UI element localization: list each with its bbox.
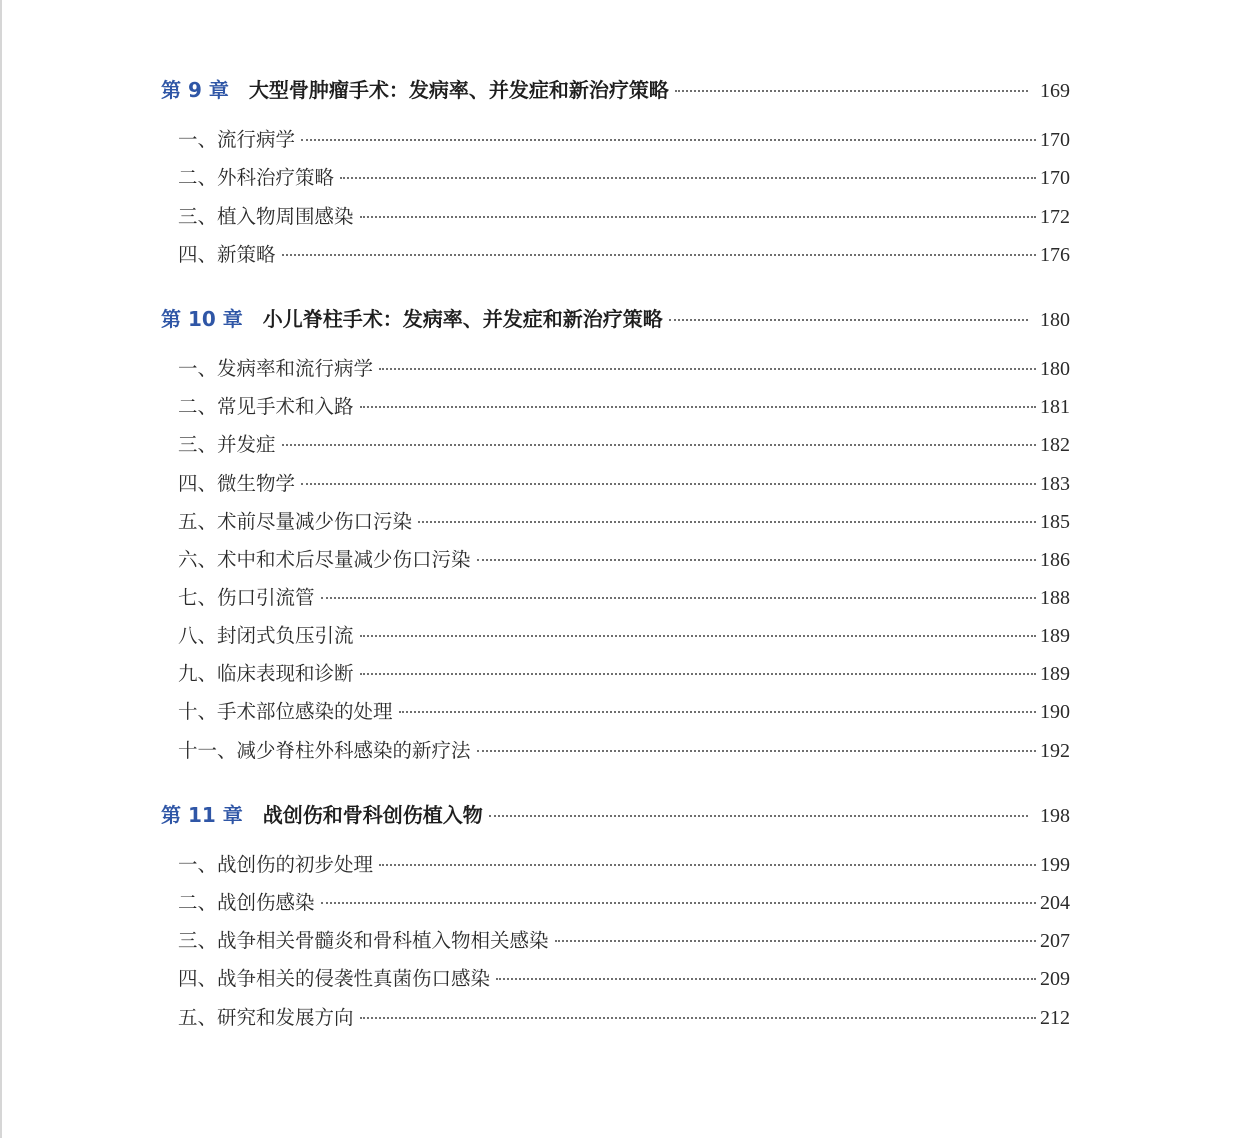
page-number: 176	[1040, 244, 1070, 266]
dot-leader	[496, 977, 1036, 980]
dot-leader	[360, 672, 1036, 675]
toc-section[interactable]	[178, 242, 1070, 268]
section-title: 五、研究和发展方向	[178, 1006, 354, 1029]
toc-section[interactable]	[178, 356, 1070, 382]
section-title: 三、战争相关骨髓炎和骨科植入物相关感染	[178, 929, 549, 952]
chapter-title: 大型骨肿瘤手术：发病率、并发症和新治疗策略	[248, 78, 669, 102]
toc-section[interactable]	[178, 585, 1070, 611]
page-number: 190	[1040, 701, 1070, 723]
page-number: 188	[1040, 587, 1070, 609]
dot-leader	[301, 138, 1036, 141]
toc-section[interactable]	[178, 623, 1070, 649]
toc-section[interactable]	[178, 1005, 1070, 1031]
dot-leader	[360, 1016, 1036, 1019]
section-title: 十、手术部位感染的处理	[178, 700, 393, 723]
section-title: 四、战争相关的侵袭性真菌伤口感染	[178, 967, 491, 990]
page-number: 172	[1040, 206, 1070, 228]
toc-chapter-10[interactable]	[161, 306, 1070, 333]
dot-leader	[340, 176, 1036, 179]
chapter-number: 第 9 章	[161, 78, 229, 102]
toc-section[interactable]	[178, 432, 1070, 458]
section-title: 十一、减少脊柱外科感染的新疗法	[178, 739, 471, 762]
toc-section[interactable]	[178, 699, 1070, 725]
section-title: 二、外科治疗策略	[178, 166, 335, 189]
toc-section[interactable]	[178, 852, 1070, 878]
page-number: 169	[1040, 80, 1070, 102]
page-number: 181	[1040, 396, 1070, 418]
page-number: 182	[1040, 434, 1070, 456]
toc-chapter-9[interactable]	[161, 77, 1070, 104]
dot-leader	[360, 215, 1036, 218]
chapter-title: 战创伤和骨科创伤植入物	[262, 803, 483, 827]
dot-leader	[399, 710, 1036, 713]
page-number: 189	[1040, 625, 1070, 647]
toc-section[interactable]	[178, 966, 1070, 992]
page-number: 204	[1040, 892, 1070, 914]
toc-section[interactable]	[178, 204, 1070, 230]
section-title: 八、封闭式负压引流	[178, 624, 354, 647]
page-number: 199	[1040, 854, 1070, 876]
dot-leader	[379, 367, 1036, 370]
dot-leader	[477, 558, 1036, 561]
page-number: 189	[1040, 663, 1070, 685]
dot-leader	[418, 520, 1036, 523]
page-number: 183	[1040, 473, 1070, 495]
page-number: 170	[1040, 167, 1070, 189]
section-title: 七、伤口引流管	[178, 586, 315, 609]
dot-leader	[555, 939, 1036, 942]
page-number: 180	[1040, 309, 1070, 331]
section-title: 五、术前尽量减少伤口污染	[178, 510, 413, 533]
page-number: 209	[1040, 968, 1070, 990]
section-title: 二、常见手术和入路	[178, 395, 354, 418]
toc-section[interactable]	[178, 738, 1070, 764]
page-number: 170	[1040, 129, 1070, 151]
page-number: 198	[1040, 805, 1070, 827]
page-number: 212	[1040, 1007, 1070, 1029]
dot-leader	[379, 863, 1036, 866]
dot-leader	[360, 405, 1036, 408]
dot-leader	[321, 901, 1036, 904]
toc-section[interactable]	[178, 509, 1070, 535]
toc-section[interactable]	[178, 547, 1070, 573]
page-number: 180	[1040, 358, 1070, 380]
page-number: 186	[1040, 549, 1070, 571]
dot-leader	[282, 253, 1036, 256]
dot-leader	[321, 596, 1036, 599]
page-number: 207	[1040, 930, 1070, 952]
section-title: 四、新策略	[178, 243, 276, 266]
toc-section[interactable]	[178, 890, 1070, 916]
toc-section[interactable]	[178, 661, 1070, 687]
chapter-number: 第 11 章	[161, 803, 243, 827]
toc-section[interactable]	[178, 471, 1070, 497]
section-title: 三、植入物周围感染	[178, 205, 354, 228]
toc-chapter-11[interactable]	[161, 802, 1070, 829]
section-title: 一、战创伤的初步处理	[178, 853, 374, 876]
toc-section[interactable]	[178, 928, 1070, 954]
dot-leader	[282, 443, 1036, 446]
toc-section[interactable]	[178, 127, 1070, 153]
toc-section[interactable]	[178, 394, 1070, 420]
chapter-number: 第 10 章	[161, 307, 243, 331]
dot-leader	[669, 318, 1028, 321]
section-title: 三、并发症	[178, 433, 276, 456]
dot-leader	[675, 89, 1028, 92]
toc-section[interactable]	[178, 165, 1070, 191]
section-title: 一、流行病学	[178, 128, 296, 151]
section-title: 四、微生物学	[178, 472, 296, 495]
section-title: 九、临床表现和诊断	[178, 662, 354, 685]
section-title: 一、发病率和流行病学	[178, 357, 374, 380]
dot-leader	[477, 749, 1036, 752]
page-number: 192	[1040, 740, 1070, 762]
section-title: 二、战创伤感染	[178, 891, 315, 914]
dot-leader	[489, 814, 1028, 817]
section-title: 六、术中和术后尽量减少伤口污染	[178, 548, 471, 571]
dot-leader	[360, 634, 1036, 637]
chapter-title: 小儿脊柱手术：发病率、并发症和新治疗策略	[262, 307, 663, 331]
dot-leader	[301, 482, 1036, 485]
page-number: 185	[1040, 511, 1070, 533]
